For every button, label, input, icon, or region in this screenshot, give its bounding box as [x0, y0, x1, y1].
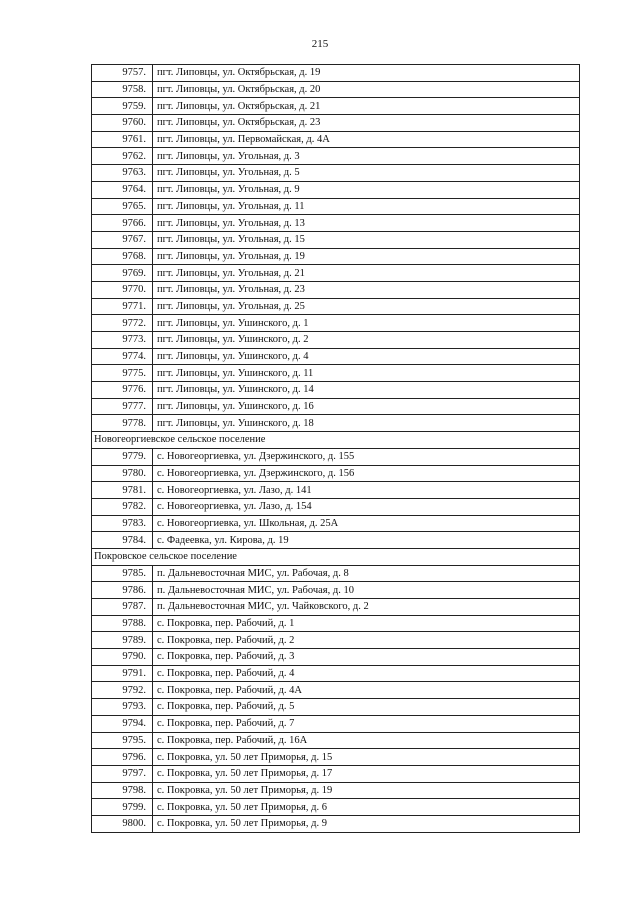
table-row [92, 298, 580, 315]
row-address: пгт. Липовцы, ул. Угольная, д. 23 [153, 281, 580, 298]
row-number: 9779. [92, 448, 153, 465]
row-number: 9792. [92, 682, 153, 699]
table-row [92, 148, 580, 165]
row-address: с. Покровка, ул. 50 лет Приморья, д. 9 [153, 815, 580, 832]
row-number: 9791. [92, 665, 153, 682]
row-address: п. Дальневосточная МИС, ул. Рабочая, д. 8 [153, 565, 580, 582]
row-number: 9763. [92, 165, 153, 182]
table-row [92, 281, 580, 298]
table-row [92, 165, 580, 182]
row-number: 9795. [92, 732, 153, 749]
row-address: с. Покровка, пер. Рабочий, д. 5 [153, 699, 580, 716]
row-address: с. Покровка, пер. Рабочий, д. 3 [153, 649, 580, 666]
row-number: 9796. [92, 749, 153, 766]
row-address: с. Покровка, пер. Рабочий, д. 16А [153, 732, 580, 749]
row-address: пгт. Липовцы, ул. Угольная, д. 25 [153, 298, 580, 315]
row-number: 9790. [92, 649, 153, 666]
table-row [92, 665, 580, 682]
table-row [92, 265, 580, 282]
row-address: с. Покровка, ул. 50 лет Приморья, д. 6 [153, 799, 580, 816]
table-row [92, 632, 580, 649]
row-number: 9774. [92, 348, 153, 365]
row-address: с. Новогеоргиевка, ул. Лазо, д. 154 [153, 498, 580, 515]
row-number: 9759. [92, 98, 153, 115]
row-address: с. Покровка, пер. Рабочий, д. 4 [153, 665, 580, 682]
table-row [92, 398, 580, 415]
address-table-body [92, 65, 580, 833]
table-row [92, 615, 580, 632]
table-row [92, 198, 580, 215]
row-address: с. Покровка, ул. 50 лет Приморья, д. 17 [153, 765, 580, 782]
table-row [92, 782, 580, 799]
table-row [92, 382, 580, 399]
row-address: пгт. Липовцы, ул. Угольная, д. 3 [153, 148, 580, 165]
row-address: пгт. Липовцы, ул. Угольная, д. 15 [153, 231, 580, 248]
row-number: 9766. [92, 215, 153, 232]
row-number: 9800. [92, 815, 153, 832]
table-row [92, 348, 580, 365]
row-number: 9762. [92, 148, 153, 165]
row-number: 9760. [92, 115, 153, 132]
row-address: с. Покровка, пер. Рабочий, д. 1 [153, 615, 580, 632]
table-row [92, 715, 580, 732]
row-number: 9761. [92, 131, 153, 148]
table-row [92, 749, 580, 766]
row-number: 9768. [92, 248, 153, 265]
row-number: 9782. [92, 498, 153, 515]
row-address: пгт. Липовцы, ул. Угольная, д. 5 [153, 165, 580, 182]
address-table [91, 64, 580, 833]
row-number: 9767. [92, 231, 153, 248]
row-number: 9798. [92, 782, 153, 799]
table-row [92, 582, 580, 599]
row-number: 9770. [92, 281, 153, 298]
row-number: 9778. [92, 415, 153, 432]
table-row [92, 515, 580, 532]
table-row [92, 131, 580, 148]
table-row [92, 532, 580, 549]
table-row [92, 332, 580, 349]
row-number: 9789. [92, 632, 153, 649]
row-address: пгт. Липовцы, ул. Ушинского, д. 11 [153, 365, 580, 382]
row-number: 9765. [92, 198, 153, 215]
row-address: пгт. Липовцы, ул. Октябрьская, д. 19 [153, 65, 580, 82]
row-number: 9797. [92, 765, 153, 782]
row-number: 9788. [92, 615, 153, 632]
table-row [92, 81, 580, 98]
row-address: пгт. Липовцы, ул. Угольная, д. 19 [153, 248, 580, 265]
row-number: 9780. [92, 465, 153, 482]
row-address: с. Новогеоргиевка, ул. Лазо, д. 141 [153, 482, 580, 499]
row-number: 9772. [92, 315, 153, 332]
table-row [92, 699, 580, 716]
section-header-row [92, 548, 580, 565]
table-row [92, 732, 580, 749]
row-address: пгт. Липовцы, ул. Октябрьская, д. 23 [153, 115, 580, 132]
row-number: 9775. [92, 365, 153, 382]
row-number: 9764. [92, 181, 153, 198]
table-row [92, 248, 580, 265]
section-title: Новогеоргиевское сельское поселение [92, 432, 580, 449]
row-number: 9784. [92, 532, 153, 549]
table-row [92, 465, 580, 482]
row-address: с. Новогеоргиевка, ул. Школьная, д. 25А [153, 515, 580, 532]
row-address: с. Покровка, ул. 50 лет Приморья, д. 19 [153, 782, 580, 799]
row-number: 9793. [92, 699, 153, 716]
row-address: п. Дальневосточная МИС, ул. Рабочая, д. 10 [153, 582, 580, 599]
row-address: пгт. Липовцы, ул. Ушинского, д. 1 [153, 315, 580, 332]
row-number: 9783. [92, 515, 153, 532]
table-row [92, 565, 580, 582]
table-row [92, 765, 580, 782]
row-address: с. Покровка, ул. 50 лет Приморья, д. 15 [153, 749, 580, 766]
row-number: 9777. [92, 398, 153, 415]
table-row [92, 799, 580, 816]
table-row [92, 815, 580, 832]
row-number: 9771. [92, 298, 153, 315]
row-number: 9758. [92, 81, 153, 98]
section-header-row [92, 432, 580, 449]
row-address: с. Покровка, пер. Рабочий, д. 4А [153, 682, 580, 699]
table-row [92, 215, 580, 232]
row-address: с. Фадеевка, ул. Кирова, д. 19 [153, 532, 580, 549]
row-number: 9773. [92, 332, 153, 349]
row-number: 9794. [92, 715, 153, 732]
table-row [92, 181, 580, 198]
table-row [92, 682, 580, 699]
table-row [92, 315, 580, 332]
row-number: 9787. [92, 599, 153, 616]
row-address: пгт. Липовцы, ул. Ушинского, д. 2 [153, 332, 580, 349]
page-number: 215 [311, 38, 329, 50]
row-address: п. Дальневосточная МИС, ул. Чайковского, д. 2 [153, 599, 580, 616]
row-address: пгт. Липовцы, ул. Ушинского, д. 14 [153, 382, 580, 399]
row-address: пгт. Липовцы, ул. Ушинского, д. 16 [153, 398, 580, 415]
table-row [92, 599, 580, 616]
table-row [92, 115, 580, 132]
row-address: с. Новогеоргиевка, ул. Дзержинского, д. 155 [153, 448, 580, 465]
table-row [92, 482, 580, 499]
row-address: пгт. Липовцы, ул. Угольная, д. 13 [153, 215, 580, 232]
row-number: 9769. [92, 265, 153, 282]
table-row [92, 448, 580, 465]
row-number: 9781. [92, 482, 153, 499]
table-row [92, 649, 580, 666]
row-address: пгт. Липовцы, ул. Угольная, д. 11 [153, 198, 580, 215]
row-address: с. Новогеоргиевка, ул. Дзержинского, д. 156 [153, 465, 580, 482]
table-row [92, 231, 580, 248]
row-address: с. Покровка, пер. Рабочий, д. 2 [153, 632, 580, 649]
row-number: 9757. [92, 65, 153, 82]
row-number: 9785. [92, 565, 153, 582]
table-row [92, 65, 580, 82]
table-row [92, 498, 580, 515]
row-number: 9799. [92, 799, 153, 816]
row-address: пгт. Липовцы, ул. Ушинского, д. 18 [153, 415, 580, 432]
section-title: Покровское сельское поселение [92, 548, 580, 565]
row-number: 9776. [92, 382, 153, 399]
table-row [92, 365, 580, 382]
row-address: пгт. Липовцы, ул. Угольная, д. 9 [153, 181, 580, 198]
table-row [92, 98, 580, 115]
row-address: пгт. Липовцы, ул. Первомайская, д. 4А [153, 131, 580, 148]
row-address: с. Покровка, пер. Рабочий, д. 7 [153, 715, 580, 732]
row-address: пгт. Липовцы, ул. Октябрьская, д. 21 [153, 98, 580, 115]
row-number: 9786. [92, 582, 153, 599]
row-address: пгт. Липовцы, ул. Октябрьская, д. 20 [153, 81, 580, 98]
row-address: пгт. Липовцы, ул. Угольная, д. 21 [153, 265, 580, 282]
table-row [92, 415, 580, 432]
row-address: пгт. Липовцы, ул. Ушинского, д. 4 [153, 348, 580, 365]
